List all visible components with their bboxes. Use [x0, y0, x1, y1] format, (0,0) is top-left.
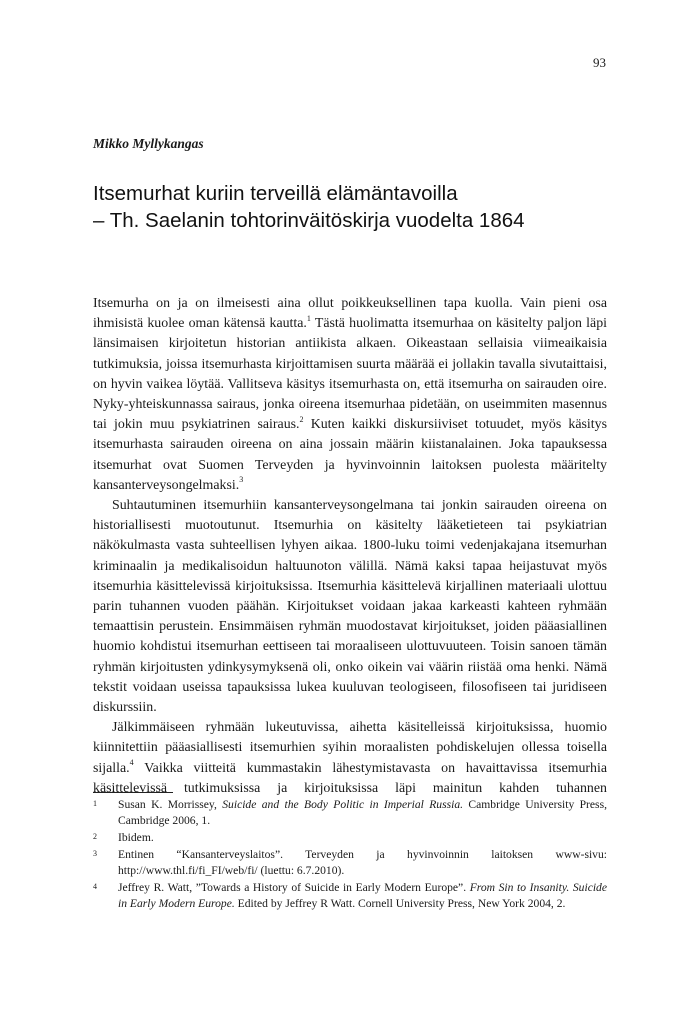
- title-line-2: – Th. Saelanin tohtorinväitöskirja vuodelta 1864: [93, 209, 525, 232]
- footnote-number: 1: [93, 799, 97, 808]
- footnote-marker[interactable]: 4: [129, 758, 134, 768]
- article-title: [93, 180, 613, 234]
- footnote-marker[interactable]: 3: [239, 475, 244, 485]
- footnote: [93, 830, 607, 846]
- page-number: 93: [593, 55, 606, 70]
- footnote: [93, 880, 607, 911]
- footnote-rule: [93, 792, 173, 793]
- body-paragraph: Suhtautuminen itsemurhiin kansanterveysongelmana tai jonkin sairauden oireena on historiallisesti muotoutunut. Itsemurhia on käsitelty lääketieteen tai psykiatrian näkökulmasta vasta suhteellisen lyhyen aikaa. 1800-luku toimi vedenjakajana itsemurhan kriminaalin ja medikalisoidun haltuunoton välillä. Nämä kaksi tapaa heijastuvat myös itsemurhia käsittelevissä kirjoituksissa. Itsemurhia käsittelevä kirjallinen materiaali ulottuu parin tuhannen vuoden päähän. Kirjoitukset voidaan jakaa karkeasti kahteen ryhmään temaattisin perustein. Ensimmäisen ryhmän muodostavat kirjoitukset, joiden pääasiallinen huomio kohdistui itsemurhan eettiseen tai moraaliseen ulottuvuuteen. Toisin sanoen tämän ryhmän kirjoitusten ydinkysymyksenä oli, onko oikein vai väärin riistää oma henki. Nämä tekstit voidaan useissa tapauksissa lukea kuuluvan teologiseen, filosofiseen tai juridiseen diskurssiin.: [93, 498, 607, 716]
- footnote-text: Susan K. Morrissey, Suicide and the Body Politic in Imperial Russia. Cambridge University Press, Cambridge 2006, 1.: [118, 798, 607, 827]
- footnote-text: Jeffrey R. Watt, ”Towards a History of Suicide in Early Modern Europe”. From Sin to Insanity. Suicide in Early Modern Europe. Edited by Jeffrey R Watt. Cornell University Press, New York 2004, 2.: [118, 881, 607, 910]
- title-line-1: Itsemurhat kuriin terveillä elämäntavoilla: [93, 182, 458, 205]
- footnotes: [93, 797, 607, 913]
- body-text: [93, 294, 607, 799]
- footnote: [93, 797, 607, 828]
- footnote-number: 2: [93, 831, 97, 841]
- footnote: [93, 847, 607, 878]
- footnote-marker[interactable]: 1: [306, 313, 311, 323]
- footnote-text: Entinen “Kansanterveyslaitos”. Terveyden ja hyvinvoinnin laitoksen www-sivu: http://www.thl.fi/fi_FI/web/fi/ (luettu: 6.7.2010).: [118, 848, 607, 877]
- footnote-number: 3: [93, 849, 97, 859]
- body-paragraph: Jälkimmäiseen ryhmään lukeutuvissa, aihetta käsitelleissä kirjoituksissa, huomio kiinnitettiin pääasiallisesti itsemurhien syihin moraalisten pohdiskelujen ollessa toisella sijalla.$^4$ Vaikka viitteitä kummastakin lähestymistavasta on havaittavissa itsemurhia käsittelevissä tutkimuksissa ja kirjoituksissa läpi mainitun kahden tuhannen: [93, 720, 607, 796]
- footnote-number: 4: [93, 882, 97, 892]
- footnote-marker[interactable]: 2: [299, 414, 304, 424]
- author-name: Mikko Myllykangas: [93, 136, 204, 151]
- footnote-text: Ibidem.: [118, 830, 154, 844]
- body-paragraph: Itsemurha on ja on ilmeisesti aina ollut poikkeuksellinen tapa kuolla. Vain pieni osa ihmisistä kuolee oman kätensä kautta.$^1$ Tästä huolimatta itsemurhaa on käsitelty paljon läpi länsimaisen kirjoitetun historian antiikista alkaen. Oikeastaan sellaisia viimeaikaisia tutkimuksia, joissa itsemurhasta kirjoittamisen suurta määrää ei jollakin tavalla sivutaittaisi, on hyvin vaikea löytää. Vallitseva käsitys itsemurhasta on, että itsemurha on sairauden oire. Nyky-yhteiskunnassa sairaus, jonka oireena itsemurhaa pidetään, on useimmiten masennus tai jokin muu psykiatrinen sairaus.$^2$ Kuten kaikki diskursiiviset totuudet, myös käsitys itsemurhasta sairauden oireena on aina jossain määrin kiistanalainen. Joka tapauksessa itsemurhat ovat Suomen Terveyden ja hyvinvoinnin laitoksen puolesta määritelty kansanterveysongelmaksi.$^3$: [93, 296, 607, 493]
